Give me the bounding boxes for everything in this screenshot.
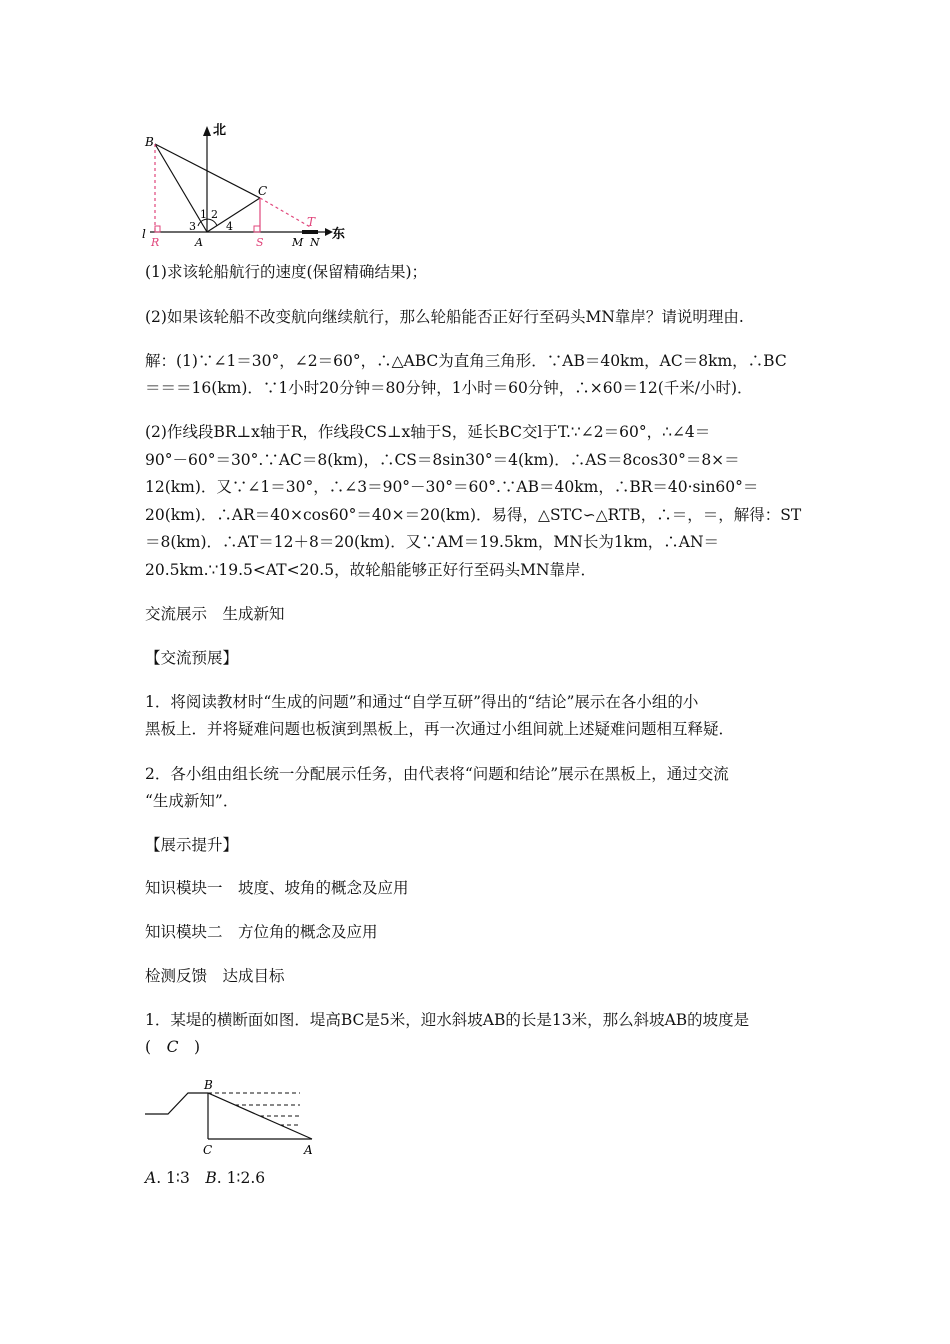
- exercise-1-answer: C: [166, 1038, 179, 1056]
- label-east: 东: [332, 227, 346, 242]
- section-exchange-preview: 【交流预展】: [145, 649, 239, 667]
- label-angle-3: 3: [189, 220, 196, 233]
- embankment-outline: [145, 1093, 312, 1139]
- section-exchange-show: 交流展示 生成新知: [145, 605, 285, 623]
- label-a: A: [195, 236, 203, 248]
- question-1: (1)求该轮船航行的速度(保留精确结果)；: [145, 263, 428, 281]
- item-1-line-2: 黑板上．并将疑难问题也板演到黑板上，再一次通过小组间就上述疑难问题相互释疑．: [145, 720, 735, 738]
- line-ct-dashed: [260, 198, 312, 228]
- section-show-improve: 【展示提升】: [145, 836, 239, 854]
- module-1-heading: 知识模块一 坡度、坡角的概念及应用: [145, 879, 409, 897]
- option-a-label: A: [145, 1169, 157, 1187]
- solution-line-1: 解：(1)∵∠1＝30°，∠2＝60°，∴△ABC为直角三角形．∵AB＝40km，AC＝8km，∴BC: [145, 352, 787, 370]
- label-b: B: [145, 135, 154, 149]
- solution-line-7: ＝8(km)．∴AT＝12＋8＝20(km)．又∵AM＝19.5km，MN长为1km，∴AN＝: [145, 533, 720, 551]
- right-angle-s: [254, 226, 260, 232]
- item-2-line-2: “生成新知”．: [145, 792, 239, 810]
- solution-line-3: (2)作线段BR⊥x轴于R，作线段CS⊥x轴于S，延长BC交l于T.∵∠2＝60°，∴∠4＝: [145, 423, 711, 441]
- solution-line-8: 20.5km.∵19.5<AT<20.5，故轮船能够正好行至码头MN靠岸．: [145, 561, 597, 579]
- label-north: 北: [213, 123, 227, 138]
- bearing-diagram: [140, 118, 350, 248]
- dock-mn: [302, 230, 318, 234]
- exercise-1-line-1: 1．某堤的横断面如图．堤高BC是5米，迎水斜坡AB的长是13米，那么斜坡AB的坡度是: [145, 1011, 750, 1029]
- option-a-text: . 1∶3: [156, 1169, 206, 1187]
- paren-open: (: [145, 1038, 167, 1056]
- item-1-line-1: 1．将阅读教材时“生成的问题”和通过“自学互研”得出的“结论”展示在各小组的小: [145, 693, 699, 711]
- question-2: (2)如果该轮船不改变航向继续航行，那么轮船能否正好行至码头MN靠岸？请说明理由.: [145, 308, 744, 326]
- module-2-heading: 知识模块二 方位角的概念及应用: [145, 923, 378, 941]
- label-r: R: [151, 236, 160, 248]
- option-b-text: . 1∶2.6: [216, 1169, 266, 1187]
- option-b-label: B: [205, 1169, 217, 1187]
- exercise-1-answer-line: [145, 1037, 200, 1057]
- label-t: T: [307, 215, 316, 229]
- paren-close: ): [178, 1038, 200, 1056]
- label-m: M: [292, 236, 304, 248]
- label-angle-2: 2: [211, 208, 218, 221]
- label-angle-1: 1: [200, 208, 207, 221]
- label-b2: B: [204, 1078, 213, 1092]
- label-c: C: [258, 184, 268, 198]
- solution-line-6: 20(km)．∴AR＝40×cos60°＝40×＝20(km)．易得，△STC∽△RTB，∴＝，＝，解得：ST: [145, 506, 802, 524]
- label-l: l: [142, 227, 146, 241]
- section-feedback: 检测反馈 达成目标: [145, 967, 285, 985]
- right-angle-r: [155, 226, 160, 232]
- solution-line-4: 90°－60°＝30°.∵AC＝8(km)，∴CS＝8sin30°＝4(km)．∴AS＝8cos30°＝8×＝: [145, 451, 740, 469]
- north-arrow-icon: [203, 126, 211, 136]
- solution-line-2: ＝＝＝16(km)．∵1小时20分钟＝80分钟，1小时＝60分钟，∴×60＝12(千米/小时)．: [145, 379, 753, 397]
- label-a2: A: [304, 1143, 313, 1157]
- item-2-line-1: 2．各小组由组长统一分配展示任务，由代表将“问题和结论”展示在黑板上，通过交流: [145, 765, 729, 783]
- embankment-diagram: [140, 1076, 320, 1158]
- label-angle-4: 4: [226, 220, 233, 233]
- solution-line-5: 12(km)．又∵∠1＝30°，∴∠3＝90°－30°＝60°.∵AB＝40km，∴BR＝40·sin60°＝: [145, 478, 759, 496]
- label-n: N: [310, 236, 320, 248]
- label-c2: C: [203, 1143, 213, 1157]
- label-s: S: [256, 236, 264, 248]
- options-line: [145, 1168, 265, 1188]
